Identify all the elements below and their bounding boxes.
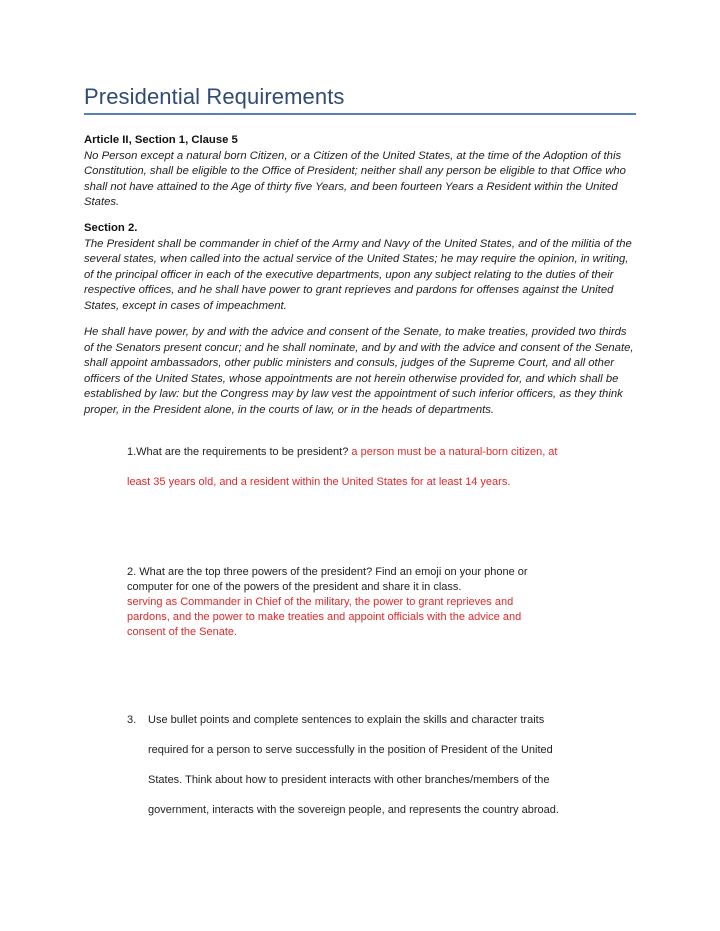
page-title: Presidential Requirements bbox=[84, 84, 345, 109]
question-line: government, interacts with the sovereign people, and represents the country abroad. bbox=[148, 804, 559, 816]
section-2-paragraph-2 bbox=[84, 325, 636, 418]
question-answer: serving as Commander in Chief of the military, the power to grant reprieves and bbox=[127, 596, 514, 608]
section-heading: Section 2. bbox=[84, 222, 138, 234]
question-3 bbox=[127, 714, 647, 824]
question-line: required for a person to serve successfully in the position of President of the United bbox=[148, 744, 553, 756]
section-article-ii bbox=[84, 133, 636, 211]
section-text: The President shall be commander in chief of the Army and Navy of the United States, and of the militia of the several states, when called into the actual service of the United States; he may require the opinion, in writing, of the principal officer in each of the executive departments, upon any subject relating to the duties of their respective offices, and he shall have power to grant reprieves and pardons for offenses against the United States, except in cases of impeachment. bbox=[84, 237, 632, 312]
question-answer: pardons, and the power to make treaties and appoint officials with the advice and bbox=[127, 611, 522, 623]
question-2 bbox=[127, 565, 627, 640]
question-prompt: 1.What are the requirements to be president? bbox=[127, 446, 349, 458]
section-text: No Person except a natural born Citizen, or a Citizen of the United States, at the time of the Adoption of this Constitution, shall be eligible to the Office of President; neither shall any person be eligible to that Office who shall not have attained to the Age of thirty five Years, and been fourteen Years a Resident within the United States. bbox=[84, 149, 626, 208]
question-number: 3. bbox=[127, 714, 137, 726]
section-2 bbox=[84, 221, 636, 314]
title-underline bbox=[84, 113, 636, 115]
question-prompt: computer for one of the powers of the president and share it in class. bbox=[127, 581, 462, 593]
question-1 bbox=[127, 446, 557, 458]
question-prompt: 2. What are the top three powers of the president? Find an emoji on your phone or bbox=[127, 566, 528, 578]
question-answer: consent of the Senate. bbox=[127, 626, 238, 638]
section-text: He shall have power, by and with the advice and consent of the Senate, to make treaties, provided two thirds of the Senators present concur; and he shall nominate, and by and with the advice and consent of the Senate, shall appoint ambassadors, other public ministers and consuls, judges of the Supreme Court, and all other officers of the United States, whose appointments are not herein otherwise provided for, and which shall be established by law: but the Congress may by law vest the appointment of such inferior officers, as they think proper, in the President alone, in the courts of law, or in the heads of departments. bbox=[84, 326, 634, 416]
question-line: States. Think about how to president interacts with other branches/members of the bbox=[148, 774, 550, 786]
section-heading: Article II, Section 1, Clause 5 bbox=[84, 134, 238, 146]
question-line: Use bullet points and complete sentences to explain the skills and character traits bbox=[148, 714, 545, 726]
question-1-answer-continued: least 35 years old, and a resident within the United States for at least 14 years. bbox=[127, 476, 511, 488]
question-answer: a person must be a natural-born citizen, at bbox=[351, 446, 558, 458]
